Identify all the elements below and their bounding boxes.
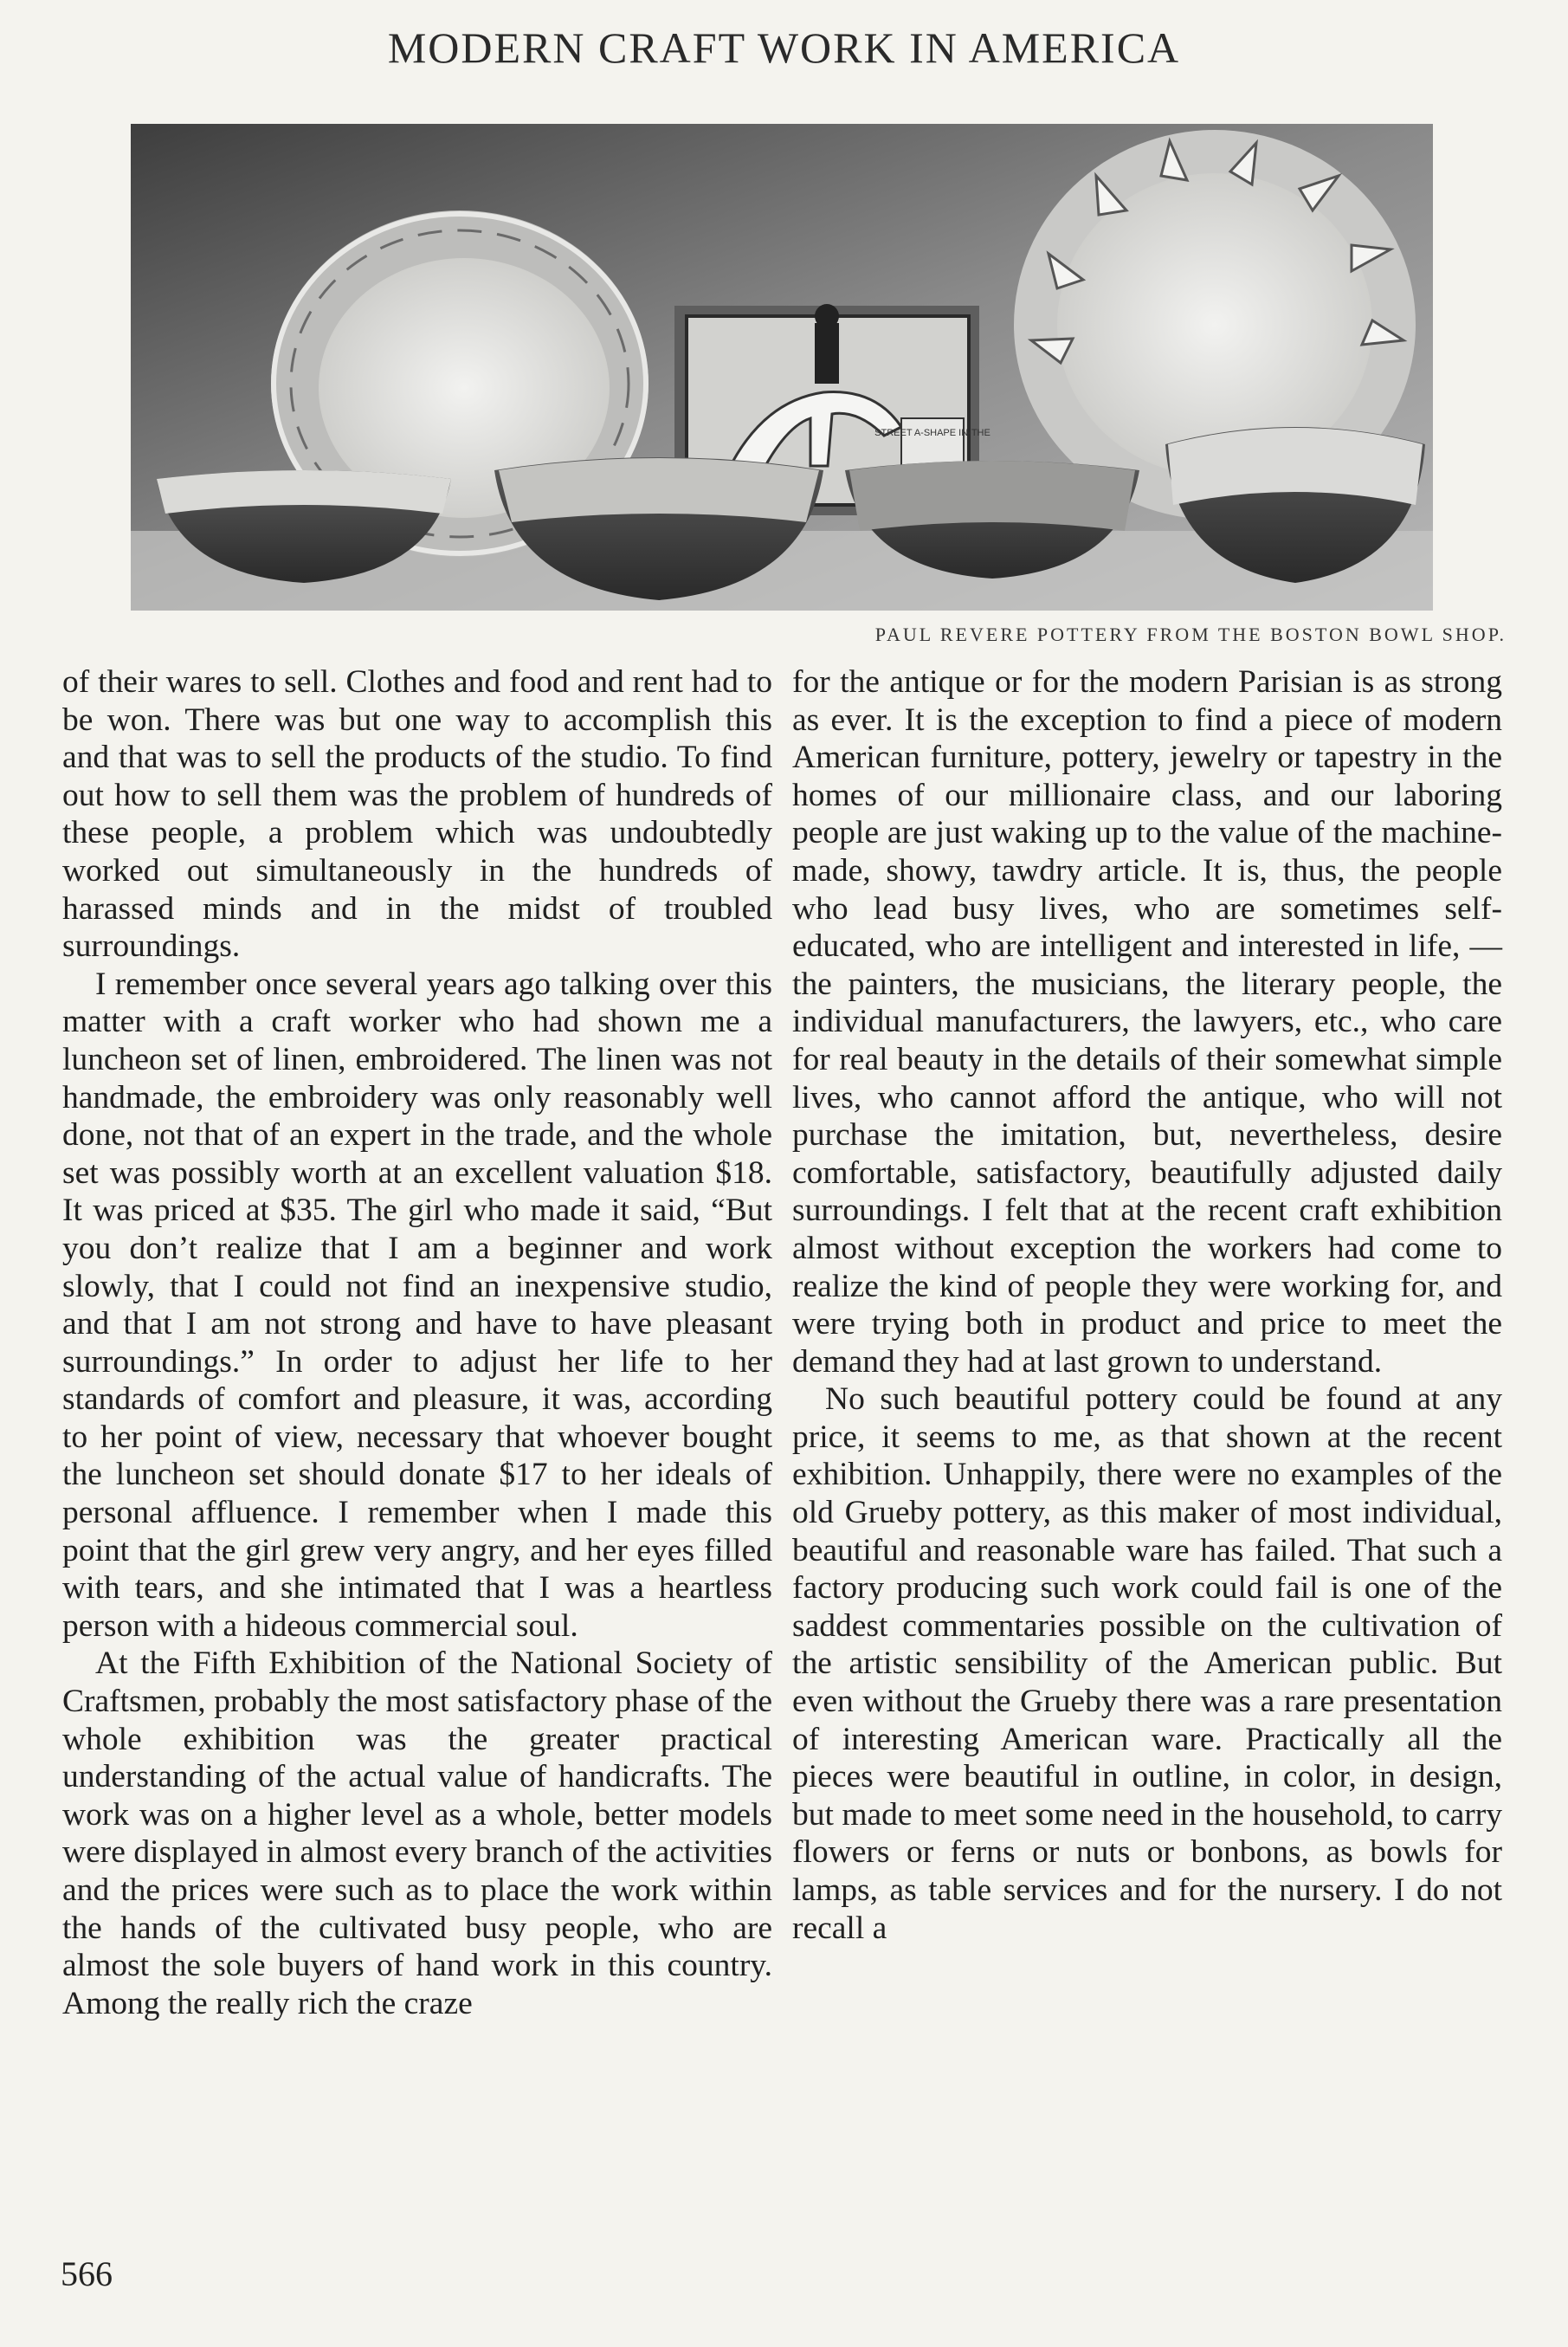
paragraph: for the antique or for the modern Parisian is as strong as ever. It is the exception to find a piece of modern American furniture, pottery, jewelry or tapestry in the homes of our millionaire class, and our laboring people are just waking up to the value of the machine-made, showy, tawdry article. It is, thus, the people who lead busy lives, who are sometimes self-educated, who are intelligent and interested in life, —the painters, the musicians, the literary people, the individual manufacturers, the lawyers, etc., who care for real beauty in the details of their somewhat simple lives, who cannot afford the antique, who will not purchase the imitation, but, nevertheless, desire comfortable, satisfactory, beautifully adjusted daily surroundings. I felt that at the recent craft exhibition almost without exception the workers had come to realize the kind of people they were working for, and were trying both in product and price to meet the demand they had at last grown to understand. (792, 664, 1502, 1380)
paragraph: At the Fifth Exhibition of the National Society of Craftsmen, probably the most satisfactory phase of the whole exhibition was the greater practical understanding of the actual value of handicrafts. The work was on a higher level as a whole, better models were displayed in almost every branch of the activities and the prices were such as to place the work within the hands of the cultivated busy people, who are almost the sole buyers of hand work in this country. Among the really rich the craze (62, 1645, 772, 2021)
paragraph: I remember once several years ago talking over this matter with a craft worker who had shown me a luncheon set of linen, embroidered. The linen was not handmade, the embroidery was only reasonably well done, not that of an expert in the trade, and the whole set was possibly worth at an excellent valuation $18. It was priced at $35. The girl who made it said, “But you don’t realize that I am a beginner and work slowly, that I could not find an inexpensive studio, and that I am not strong and have to have pleasant surroundings.” In order to adjust her life to her standards of comfort and pleasure, it was, according to her point of view, necessary that whoever bought the luncheon set should donate $17 to her ideals of personal affluence. I remember when I made this point that the girl grew very angry, and her eyes filled with tears, and she intimated that I was a heartless person with a hideous commercial soul. (62, 966, 772, 1644)
paragraph: No such beautiful pottery could be found at any price, it seems to me, as that shown at the recent exhibition. Unhappily, there were no examples of the old Grueby pottery, as this maker of most individual, beautiful and reasonable ware has failed. That such a factory producing such work could fail is one of the saddest commentaries possible on the cultivation of the artistic sensibility of the American public. But even without the Grueby there was a rare presentation of interesting American ware. Practically all the pieces were beautiful in outline, in color, in design, but made to meet some need in the household, to carry flowers or ferns or nuts or bonbons, as bowls for lamps, as table services and for the nursery. I do not recall a (792, 1381, 1502, 1946)
running-title: MODERN CRAFT WORK IN AMERICA (387, 23, 1181, 72)
tile-text: STREET A-SHAPE IN-THE (874, 428, 990, 438)
paragraph: of their wares to sell. Clothes and food and rent had to be won. There was but one way to accomplish this and that was to sell the products of the studio. To find out how to sell them was the problem of hundreds of these people, a problem which was undoubtedly worked out simultaneously in the hundreds of harassed minds and in the midst of troubled surroundings. (62, 664, 772, 965)
photo-caption: PAUL REVERE POTTERY FROM THE BOSTON BOWL SHOP. (874, 624, 1507, 645)
pottery-photograph (131, 124, 1433, 611)
page-number: 566 (61, 2254, 113, 2293)
pottery-illustration (131, 124, 1433, 611)
left-text-column (62, 663, 772, 2022)
right-text-column (792, 663, 1502, 1947)
